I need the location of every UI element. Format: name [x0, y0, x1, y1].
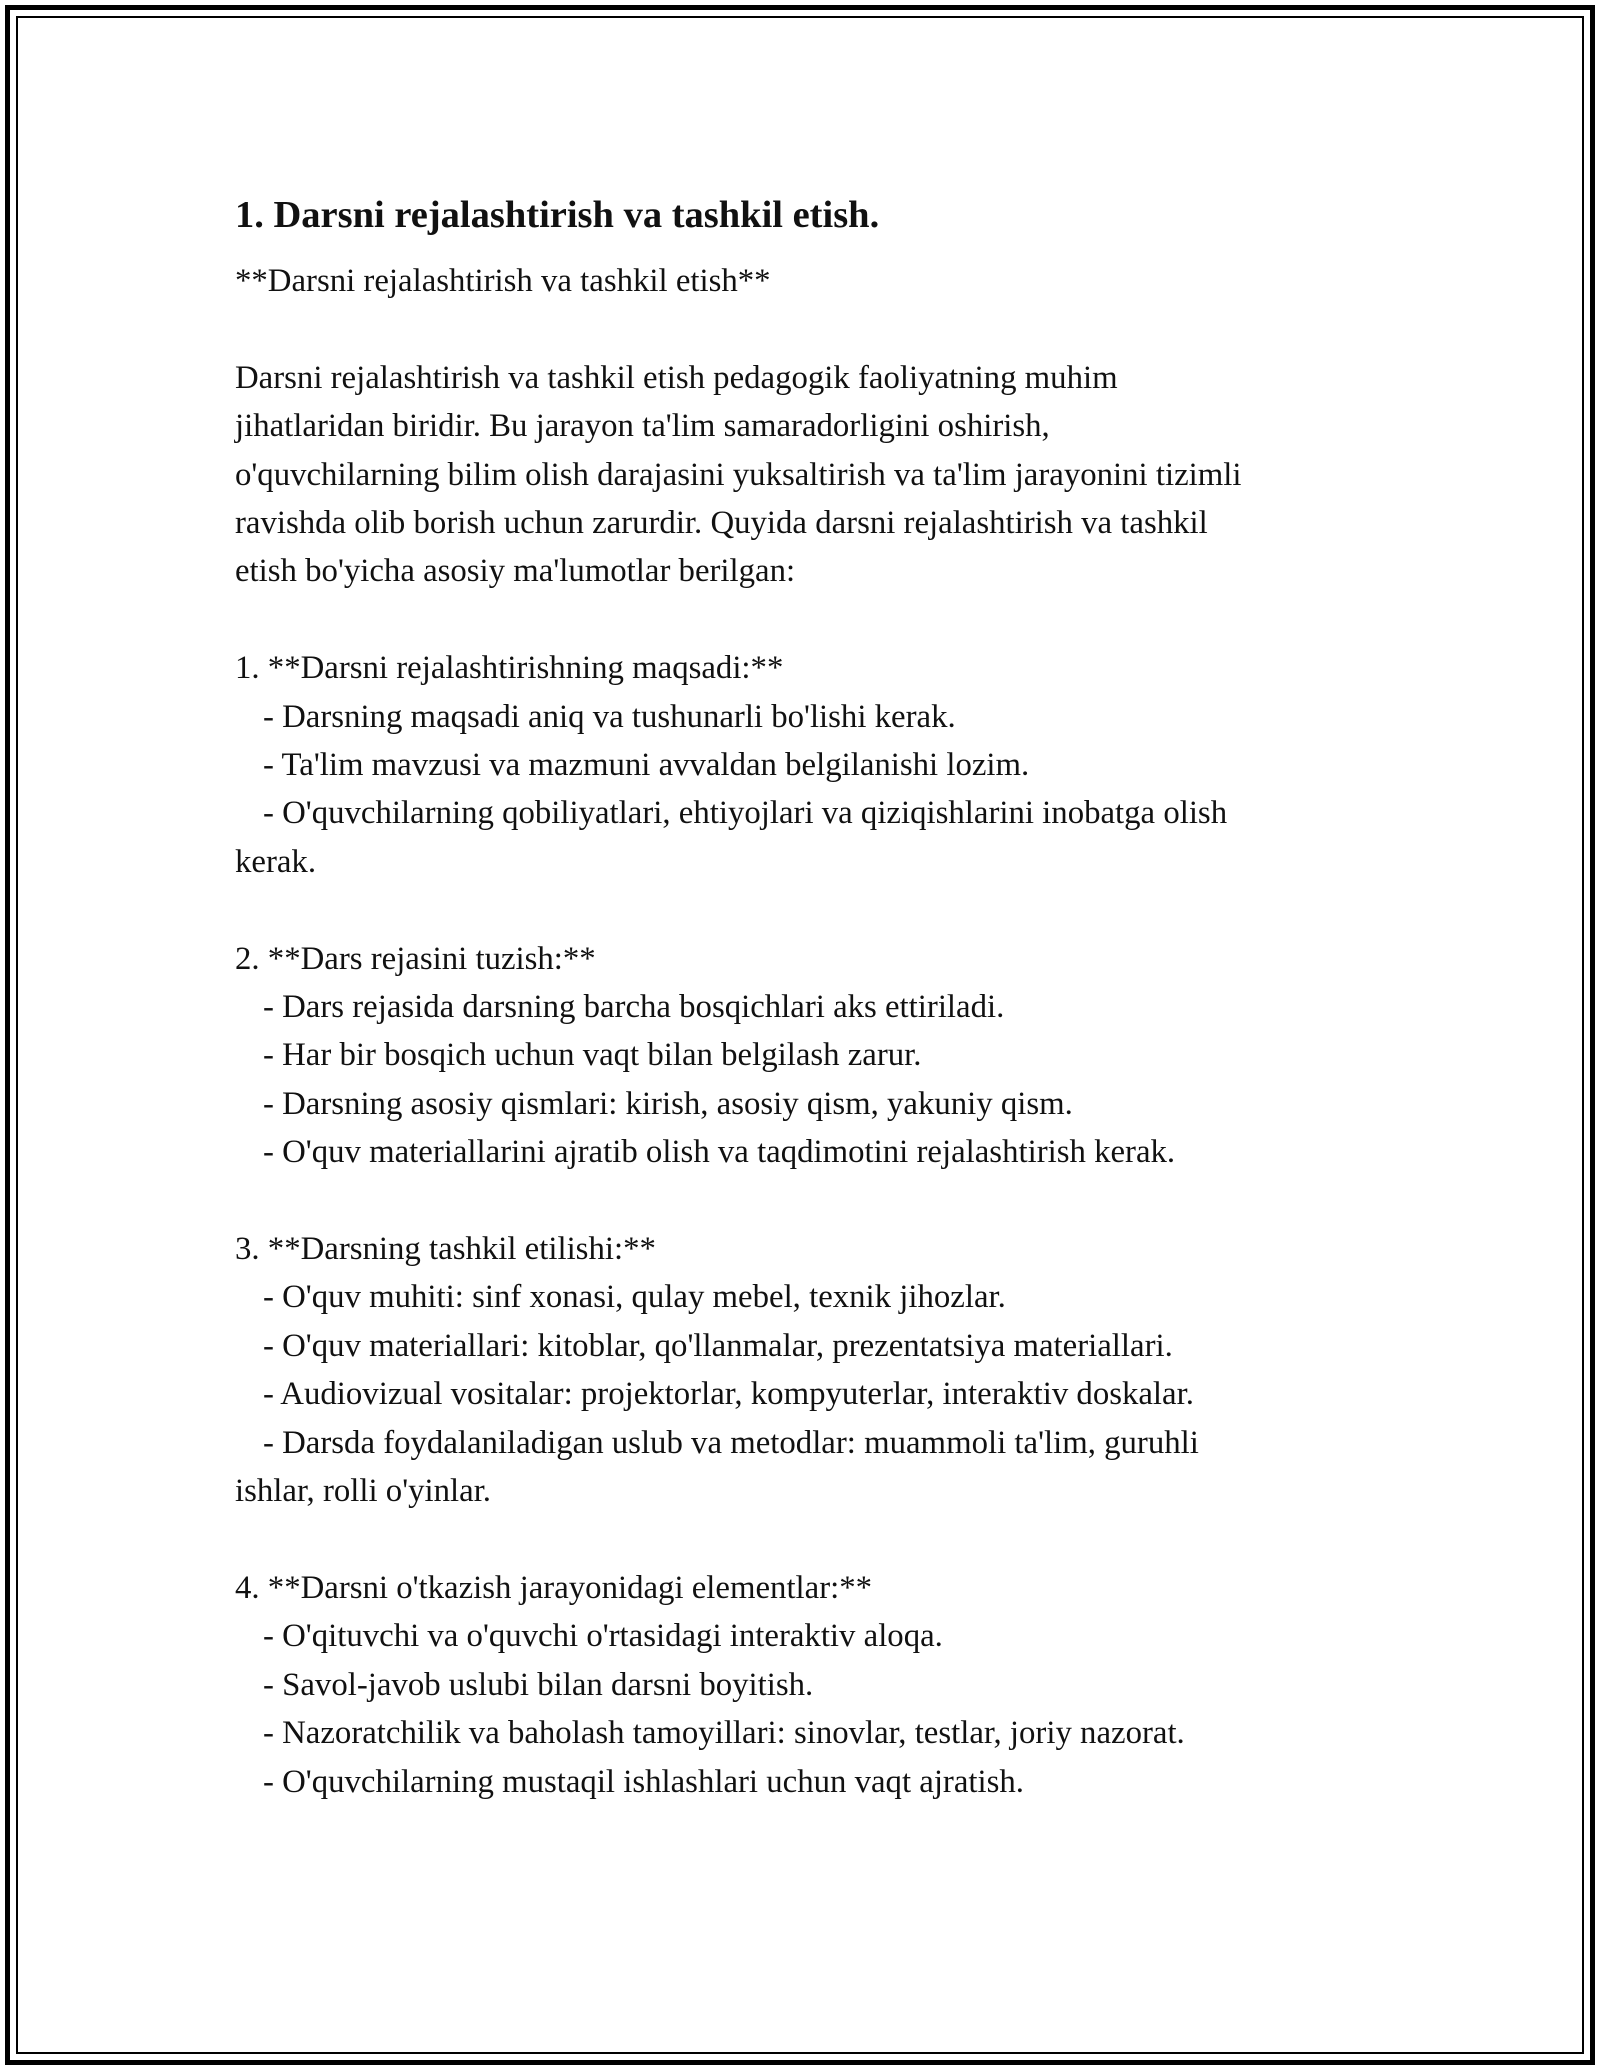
list-item: - Ta'lim mavzusi va mazmuni avvaldan belgilanishi lozim.: [263, 747, 1030, 784]
section-4: [235, 1564, 1375, 1806]
section-heading: 3. **Darsning tashkil etilishi:**: [235, 1231, 656, 1268]
list-item: - O'quvchilarning mustaqil ishlashlari uchun vaqt ajratish.: [263, 1763, 1024, 1800]
section-2: [235, 935, 1375, 1177]
spacer: [235, 886, 1375, 934]
section-heading: 2. **Dars rejasini tuzish:**: [235, 940, 596, 977]
list-item: - Nazoratchilik va baholash tamoyillari: sinovlar, testlar, joriy nazorat.: [263, 1715, 1185, 1752]
list-item-continuation: ishlar, rolli o'yinlar.: [235, 1473, 492, 1510]
intro-line: Darsni rejalashtirish va tashkil etish pedagogik faoliyatning muhim: [235, 359, 1118, 396]
intro-line: etish bo'yicha asosiy ma'lumotlar berilgan:: [235, 553, 796, 590]
spacer: [235, 1177, 1375, 1225]
document-subtitle: **Darsni rejalashtirish va tashkil etish**: [235, 263, 771, 299]
list-item: - Darsda foydalaniladigan uslub va metodlar: muammoli ta'lim, guruhli: [263, 1424, 1199, 1461]
list-item: - Darsning maqsadi aniq va tushunarli bo'lishi kerak.: [263, 698, 956, 735]
list-item: - O'quvchilarning qobiliyatlari, ehtiyojlari va qiziqishlarini inobatga olish: [263, 795, 1228, 832]
list-item: - Darsning asosiy qismlari: kirish, asosiy qism, yakuniy qism.: [263, 1085, 1073, 1122]
spacer: [235, 1516, 1375, 1564]
section-3: [235, 1225, 1375, 1515]
document-title: 1. Darsni rejalashtirish va tashkil etish.: [235, 194, 880, 236]
intro-line: o'quvchilarning bilim olish darajasini yuksaltirish va ta'lim jarayonini tizimli: [235, 456, 1242, 493]
intro-line: jihatlaridan biridir. Bu jarayon ta'lim samaradorligini oshirish,: [235, 408, 1050, 445]
spacer: [235, 305, 1375, 353]
list-item: - Savol-javob uslubi bilan darsni boyitish.: [263, 1666, 814, 1703]
list-item: - O'quv materiallarini ajratib olish va taqdimotini rejalashtirish kerak.: [263, 1134, 1176, 1171]
list-item: - Har bir bosqich uchun vaqt bilan belgilash zarur.: [263, 1037, 922, 1074]
list-item: - Audiovizual vositalar: projektorlar, kompyuterlar, interaktiv doskalar.: [263, 1376, 1194, 1413]
list-item: - O'quv muhiti: sinf xonasi, qulay mebel, texnik jihozlar.: [263, 1279, 1006, 1316]
section-heading: 1. **Darsni rejalashtirishning maqsadi:**: [235, 650, 784, 687]
intro-line: ravishda olib borish uchun zarurdir. Quyida darsni rejalashtirish va tashkil: [235, 505, 1208, 542]
list-item: - O'quv materiallari: kitoblar, qo'llanmalar, prezentatsiya materiallari.: [263, 1327, 1173, 1364]
intro-paragraph: [235, 354, 1375, 596]
section-heading: 4. **Darsni o'tkazish jarayonidagi elementlar:**: [235, 1569, 873, 1606]
document-body: [235, 185, 1375, 1806]
list-item: - O'qituvchi va o'quvchi o'rtasidagi interaktiv aloqa.: [263, 1618, 943, 1655]
list-item-continuation: kerak.: [235, 843, 317, 880]
section-1: [235, 644, 1375, 886]
list-item: - Dars rejasida darsning barcha bosqichlari aks ettiriladi.: [263, 989, 1005, 1026]
spacer: [235, 596, 1375, 644]
